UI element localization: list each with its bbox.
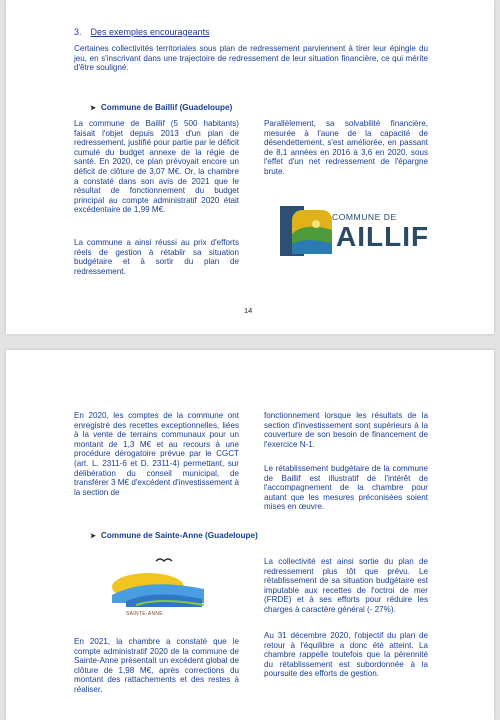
recovery-paragraph: Le rétablissement budgétaire de la commune de Baillif est illustratif de l'intérêt de l'accompagnement de la chambre pour autant que les mesures préconisées soient mises en œuvre. bbox=[264, 464, 428, 512]
baillif-left-paragraph-2: La commune a ainsi réussi au prix d'efforts réels de gestion à rétablir sa situation budgétaire et à sortir du plan de redressement. bbox=[74, 238, 239, 276]
section-heading bbox=[74, 27, 210, 37]
baillif-right-paragraph: Parallèlement, sa solvabilité financière, mesurée à l'aune de la capacité de désendettement, s'est améliorée, en passant de 8,1 années en 2016 à 3,6 en 2020, sous l'effet d'un net redressement de l'épargne brute. bbox=[264, 119, 428, 176]
logo-text-baillif: AILLIF bbox=[336, 221, 430, 252]
sainte-anne-heading-text: Commune de Sainte-Anne (Guadeloupe) bbox=[100, 531, 258, 540]
sainte-anne-right-paragraph: La collectivité est ainsi sortie du plan de redressement plus tôt que prévu. Le rétablissement de sa situation budgétaire est imputable aux recettes de l'octroi de mer (FRDE) et à ses efforts pour réduire les charges à caractère général (- 27%). bbox=[264, 557, 428, 614]
sale-paragraph-left: En 2020, les comptes de la commune ont enregistré des recettes exceptionnelles, liées à la vente de terrains communaux pour un montant de 1,3 M€ et au recours à une procédure dérogatoire prévue par le CGCT (art. L. 2311-6 et D. 2311-4) permettant, sur délibération du conseil municipal, de transférer 3 M€ d'excédent d'investissement à la section de bbox=[74, 411, 239, 497]
sainte-anne-subheading bbox=[90, 531, 258, 540]
baillif-left-paragraph: La commune de Baillif (5 500 habitants) faisait l'objet depuis 2013 d'un plan de redressement, justifié pour partie par le déficit cumulé du budget annexe de la régie de santé. En 2020, ce plan prévoyait encore un déficit de clôture de 3,07 M€. Or, la chambre a constaté dans son avis de 2021 que le résultat de fonctionnement du budget principal au compte administratif 2020 était excédentaire de 1,99 M€. bbox=[74, 119, 239, 215]
section-number: 3. bbox=[74, 27, 82, 37]
baillif-emblem-icon bbox=[278, 200, 338, 262]
sainte-anne-left-paragraph: En 2021, la chambre a constaté que le compte administratif 2020 de la commune de Sainte-Anne présentait un excédent global de clôture de 1,98 M€, après corrections du montant des rattachements et des restes à réaliser. bbox=[74, 637, 239, 694]
logo-text-commune-de: COMMUNE DE bbox=[332, 212, 397, 222]
sale-paragraph-right: fonctionnement lorsque les résultats de la section d'investissement sont supérieurs à la couverture de son besoin de financement de l'exercice N-1. bbox=[264, 411, 428, 449]
intro-paragraph: Certaines collectivités territoriales sous plan de redressement parviennent à tirer leur épingle du jeu, en s'inscrivant dans une trajectoire de redressement de leur situation financière, ce qui mérite d'être souligné. bbox=[74, 44, 428, 73]
arrow-bullet-icon: ➤ bbox=[90, 105, 96, 112]
baillif-heading-text: Commune de Baillif (Guadeloupe) bbox=[100, 103, 233, 112]
section-title: Des exemples encourageants bbox=[90, 27, 210, 37]
baillif-subheading bbox=[90, 103, 232, 112]
baillif-logo bbox=[278, 196, 430, 262]
arrow-bullet-icon: ➤ bbox=[90, 533, 96, 540]
sainte-anne-right-paragraph-2: Au 31 décembre 2020, l'objectif du plan de retour à l'équilibre a donc été atteint. La chambre rappelle toutefois que la pérennité du rétablissement est subordonnée à la poursuite des efforts de gestion. bbox=[264, 631, 428, 679]
sainte-anne-logo-caption: SAINTE-ANNE bbox=[126, 611, 163, 617]
sainte-anne-logo bbox=[106, 555, 210, 621]
sainte-anne-emblem-icon bbox=[106, 555, 210, 611]
page-number: 14 bbox=[244, 306, 253, 315]
